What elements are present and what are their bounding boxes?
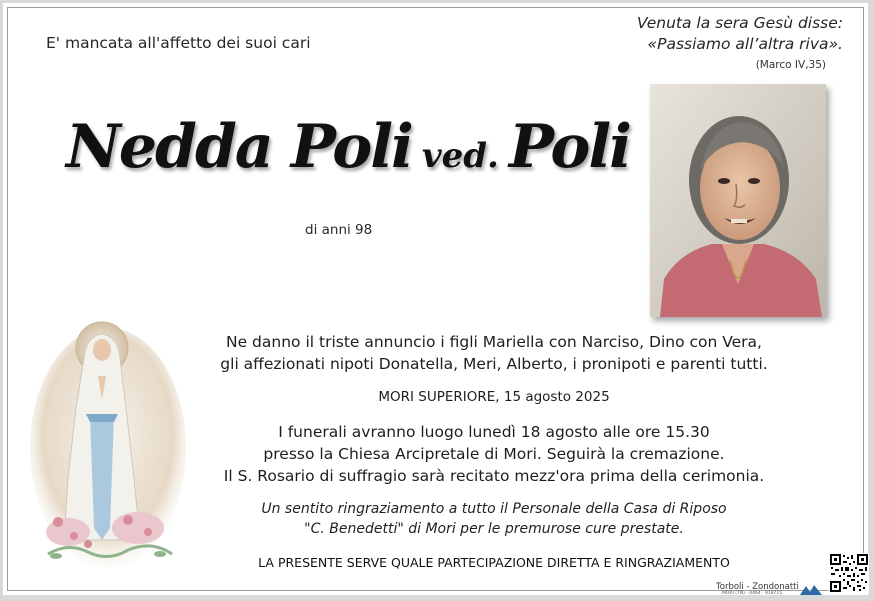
announcement-paragraph (200, 331, 788, 375)
funeral-line-3: Il S. Rosario di suffragio sarà recitato mezz'ora prima della cerimonia. (223, 467, 765, 485)
quote-line-2: «Passiamo all’altra riva». (647, 35, 843, 53)
name-last: Poli (508, 112, 630, 182)
announcement-line-1: Ne danno il triste annuncio i figli Mariella con Narciso, Dino con Vera, (226, 333, 762, 351)
place-date: MORI SUPERIORE, 15 agosto 2025 (378, 389, 610, 405)
madonna-image (28, 318, 188, 578)
funeral-line-2: presso la Chiesa Arcipretale di Mori. Seguirà la cremazione. (263, 445, 725, 463)
portrait-photo (650, 84, 826, 317)
deceased-name (66, 112, 630, 182)
thanks-line-1: Un sentito ringraziamento a tutto il Personale della Casa di Riposo (261, 501, 727, 517)
agency-logo-icon (798, 582, 824, 601)
age-text: di anni 98 (305, 222, 373, 238)
announcement-line-2: gli affezionati nipoti Donatella, Meri, Alberto, i pronipoti e parenti tutti. (220, 355, 768, 373)
participation-notice: LA PRESENTE SERVE QUALE PARTECIPAZIONE DIRETTA E RINGRAZIAMENTO (258, 555, 730, 570)
intro-text: E' mancata all'affetto dei suoi cari (46, 34, 311, 52)
gospel-quote (637, 13, 843, 55)
name-connector: ved. (421, 136, 499, 176)
thanks-line-2: "C. Benedetti" di Mori per le premurose cure prestate. (304, 521, 684, 537)
agency-name: Torboli - Zondonatti (716, 582, 799, 592)
quote-reference: (Marco IV,35) (755, 59, 826, 71)
thanks-paragraph (200, 499, 788, 539)
quote-line-1: Venuta la sera Gesù disse: (637, 14, 843, 32)
name-first: Nedda Poli (66, 112, 412, 182)
qr-code-icon (829, 553, 869, 593)
agency-details: MORI (TN) · 0464 · 918715 (722, 591, 783, 596)
funeral-paragraph (200, 421, 788, 487)
funeral-line-1: I funerali avranno luogo lunedì 18 agosto alle ore 15.30 (278, 423, 710, 441)
